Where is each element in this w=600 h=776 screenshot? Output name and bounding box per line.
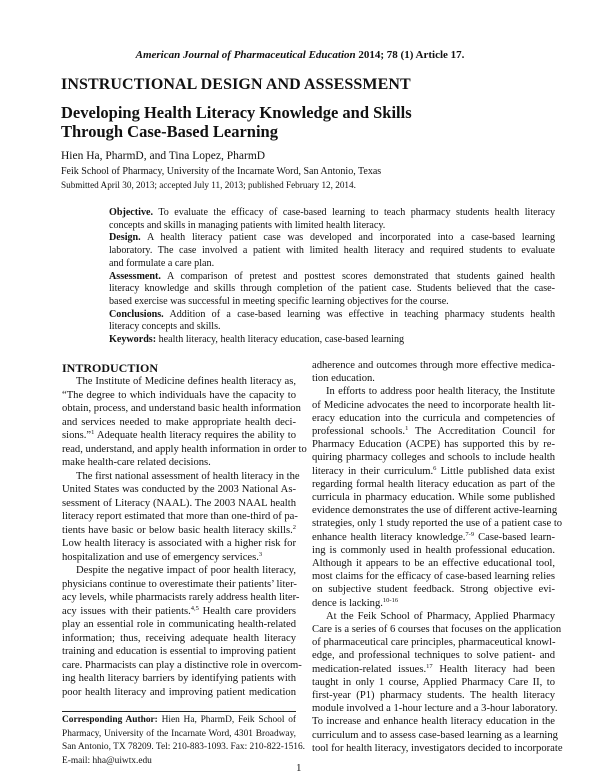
citation-superscript: 1 (405, 425, 409, 433)
text-line (62, 537, 296, 551)
text-line (312, 399, 555, 412)
line-text: concepts and skills in managing patients with limited health literacy. (109, 219, 386, 231)
abstract-section (109, 207, 555, 232)
line-text: first-year (P1) pharmacy students. The health literacy (312, 690, 555, 702)
section-label: INSTRUCTIONAL DESIGN AND ASSESSMENT (61, 76, 411, 93)
paragraph (62, 564, 302, 699)
line-text: tool for health literacy, investigators decided to incorporate (312, 742, 563, 754)
text-line (312, 676, 555, 689)
text-line (62, 605, 296, 619)
line-text: Although it appears to be an effective educational tool, (312, 558, 555, 570)
text-line (62, 686, 296, 700)
text-line (312, 729, 558, 742)
line-text: of pharmaceutical care principles, pharmaceutical knowl- (312, 637, 556, 649)
line-text: make health-care related decisions. (62, 457, 211, 468)
text-line (312, 597, 555, 610)
line-text: literacy report estimated that more than one-third of pa- (62, 511, 298, 522)
line-text: acy issues with their patients. (62, 605, 191, 617)
abstract-label: Conclusions. (109, 308, 164, 320)
line-text: poor health literacy and improving patient medication (62, 686, 296, 698)
line-text: tion education. (312, 373, 375, 385)
line-text: At the Feik School of Pharmacy, Applied Pharmacy (326, 610, 555, 622)
citation-superscript: 1 (91, 429, 95, 436)
line-text: Low health literacy is associated with a higher risk for (62, 538, 296, 549)
title-line: Developing Health Literacy Knowledge and Skills (61, 103, 412, 122)
line-text: Case-based learn- (474, 531, 555, 543)
text-line (62, 524, 296, 538)
text-line (109, 296, 555, 309)
journal-header (0, 49, 600, 61)
text-line (62, 659, 302, 673)
abstract (109, 207, 555, 347)
text-line (62, 456, 296, 470)
text-line (312, 689, 555, 702)
line-text: The Accreditation Council for (408, 426, 556, 438)
text-line (109, 245, 555, 258)
line-text: Little published data exist (436, 465, 555, 477)
line-text: ing is commonly used in health professional education. (312, 544, 555, 556)
text-line (62, 510, 296, 524)
text-line (312, 359, 555, 372)
text-line (312, 636, 555, 649)
footnote-label: Corresponding Author: (62, 715, 158, 725)
line-text: obtain, process, and understand basic health information (62, 403, 301, 414)
text-line (312, 531, 555, 544)
line-text: curriculum and to assess case-based learning as a learning (312, 729, 558, 741)
text-line (62, 632, 296, 646)
line-text: medication-related issues. (312, 663, 427, 675)
line-text: based exercise was successful in meeting specific learning objectives for the course. (109, 295, 449, 307)
text-line (312, 412, 555, 425)
text-line (62, 714, 296, 728)
line-text: acy levels, while pharmacists rarely address health liter- (62, 592, 300, 603)
line-text: Despite the negative impact of poor health literacy, (76, 565, 296, 576)
introduction-heading: INTRODUCTION (62, 361, 159, 375)
abstract-label: Keywords: (109, 334, 157, 346)
line-text: and services needed to make appropriate health deci- (62, 416, 296, 428)
abstract-label: Assessment. (109, 270, 161, 282)
text-line (312, 715, 555, 728)
text-line (312, 517, 563, 530)
text-line (312, 451, 555, 464)
text-line (62, 645, 296, 659)
abstract-label: Objective. (109, 207, 154, 218)
citation-superscript: 10-16 (382, 596, 399, 604)
text-line (312, 465, 555, 478)
text-line (62, 578, 296, 592)
footnote-divider (62, 711, 296, 712)
citation-superscript: 4,5 (190, 604, 199, 612)
line-text: play an essential role in communicating health-related (62, 619, 296, 630)
citation-superscript: 2 (292, 523, 296, 531)
text-line (109, 232, 555, 245)
line-text: A health literacy patient case was developed and incorporated into a case-based learning (140, 232, 555, 244)
text-line (62, 443, 307, 457)
line-text: ing health literacy barriers by identifying patients with (62, 673, 296, 684)
line-text: information; thus, receiving adequate health literacy (62, 632, 296, 644)
text-line (109, 258, 555, 271)
text-line (312, 702, 558, 715)
abstract-section (109, 271, 555, 309)
page-number: 1 (296, 762, 302, 774)
line-text: “The degree to which individuals have the capacity to (62, 389, 296, 401)
line-text: United States was conducted by the 2003 National As- (62, 484, 296, 495)
text-line (62, 402, 301, 416)
text-line (109, 220, 555, 233)
line-text: physicians continue to overestimate their patients’ liter- (62, 578, 297, 590)
line-text: most claims for the efficacy of case-based learning relies (312, 571, 555, 583)
text-line (312, 742, 563, 755)
title-line: Through Case-Based Learning (61, 122, 278, 141)
text-line (62, 728, 296, 742)
line-text: on subjective student feedback. Strong objective evi- (312, 584, 555, 596)
text-line (62, 591, 300, 605)
text-line (312, 425, 555, 438)
line-text: The Institute of Medicine defines health literacy as, (76, 376, 296, 387)
line-text: enhance health literacy knowledge. (312, 531, 466, 543)
journal-citation: 2014; 78 (1) Article 17. (355, 49, 465, 61)
text-line (109, 309, 555, 322)
authors: Hien Ha, PharmD, and Tina Lopez, PharmD (61, 150, 266, 162)
article-title (61, 103, 412, 141)
citation-superscript: 3 (258, 550, 263, 558)
text-line (312, 623, 562, 636)
affiliation: Feik School of Pharmacy, University of the Incarnate Word, San Antonio, Texas (61, 166, 382, 177)
abstract-section (109, 334, 555, 347)
text-line (62, 483, 296, 497)
line-text: The first national assessment of health literacy in the (76, 470, 300, 482)
text-line (62, 741, 305, 755)
line-text: literacy concepts and skills. (109, 321, 221, 333)
line-text: E-mail: hha@uiwtx.edu (62, 755, 152, 766)
line-text: curricula in pharmacy education. While some published (312, 492, 555, 504)
paragraph (312, 359, 555, 385)
text-line (109, 271, 555, 284)
line-text: dence is lacking. (312, 597, 383, 609)
text-line (62, 375, 296, 389)
journal-name: American Journal of Pharmaceutical Education (135, 49, 356, 61)
line-text: evidence demonstrates the use of different active-learning (312, 505, 558, 517)
text-line (62, 551, 296, 565)
text-line (62, 389, 296, 403)
line-text: Pharmacy, University of the Incarnate Word, 4301 Broadway, (62, 728, 296, 739)
text-line (109, 321, 555, 334)
line-text: Health literacy had been (432, 663, 555, 675)
text-line (312, 649, 555, 662)
line-text: To evaluate the efficacy of case-based learning to teach pharmacy students health literacy (153, 207, 555, 218)
abstract-section (109, 232, 555, 270)
line-text: laboratory. The case involved a patient with limited health literacy and required students to evaluate (109, 245, 555, 257)
line-text: hospitalization and use of emergency services. (62, 551, 259, 563)
line-text: sessment of Literacy (NAAL). The 2003 NAAL health (62, 497, 296, 509)
line-text: training and education is essential to improving patient (62, 646, 296, 657)
line-text: adherence and outcomes through more effective medica- (312, 360, 555, 371)
line-text: health literacy, health literacy education, case-based learning (156, 334, 405, 346)
left-column (62, 361, 307, 699)
abstract-section (109, 309, 555, 334)
line-text: A comparison of pretest and posttest scores demonstrated that students gained health (160, 270, 555, 282)
line-text: Care is a series of 6 courses that focuses on the application (312, 624, 562, 636)
line-text: module involved a 1-hour lecture and a 3-hour laboratory. (312, 703, 558, 715)
text-line (312, 504, 558, 517)
line-text: Health care providers (198, 605, 296, 617)
line-text: quiring pharmacy colleges and schools to include health (312, 452, 555, 464)
line-text: care. Pharmacists can play a distinctive role in overcom- (62, 659, 302, 671)
line-text: To increase and enhance health literacy education in the (312, 716, 555, 728)
text-line (109, 283, 555, 296)
text-line (312, 385, 555, 398)
line-text: Hien Ha, PharmD, Feik School of (157, 715, 296, 725)
right-column (312, 359, 563, 755)
line-text: tients have basic or below basic health literacy skills. (62, 524, 293, 536)
text-line (62, 672, 296, 686)
citation-superscript: 6 (433, 464, 437, 472)
text-line (312, 372, 555, 385)
line-text: Adequate health literacy requires the ability to (94, 430, 296, 441)
line-text: regarding formal health literacy education as part of the (312, 478, 555, 490)
text-line (312, 438, 555, 451)
text-line (62, 564, 296, 578)
text-line (109, 334, 555, 347)
text-line (312, 610, 555, 623)
text-line (312, 583, 555, 596)
line-text: San Antonio, TX 78209. Tel: 210-883-1093. Fax: 210-822-1516. (62, 742, 305, 752)
publication-dates: Submitted April 30, 2013; accepted July 11, 2013; published February 12, 2014. (61, 180, 356, 190)
text-line (62, 755, 296, 769)
paragraph (312, 385, 563, 609)
paragraph (62, 470, 300, 565)
abstract-label: Design. (109, 232, 141, 244)
line-text: eracy education into the curricula and competencies of (312, 412, 555, 424)
line-text: Addition of a case-based learning was effective in teaching pharmacy students health (163, 308, 555, 320)
text-line (312, 544, 555, 557)
line-text: Pharmacy Education (ACPE) has supported this by re- (312, 439, 555, 451)
paragraph (62, 375, 307, 470)
text-line (62, 497, 296, 511)
line-text: and formulate a care plan. (109, 257, 215, 269)
line-text: strategies, only 1 study reported the use of a patient case to (312, 518, 563, 530)
text-line (62, 429, 296, 443)
paragraph (312, 610, 563, 755)
line-text: professional schools. (312, 426, 406, 438)
line-text: read, understand, and apply health information in order to (62, 443, 307, 455)
line-text: of Medicine advocates the need to incorporate health lit- (312, 399, 555, 411)
text-line (62, 416, 296, 430)
text-line (109, 207, 555, 220)
text-line (312, 491, 555, 504)
line-text: In efforts to address poor health literacy, the Institute (326, 386, 555, 398)
text-line (312, 478, 555, 491)
corresponding-author-footnote (62, 714, 305, 768)
text-line (62, 618, 296, 632)
text-line (312, 663, 555, 676)
line-text: edge, and professional techniques to solve patient- and (312, 650, 555, 662)
line-text: sions.” (62, 430, 92, 441)
line-text: taught in only 1 course, Applied Pharmacy Care II, to (312, 676, 555, 688)
text-line (62, 470, 300, 484)
text-line (312, 557, 555, 570)
text-line (312, 570, 555, 583)
citation-superscript: 7-9 (465, 530, 475, 538)
line-text: literacy in their curriculum. (312, 465, 434, 477)
line-text: literacy knowledge and skills through completion of the patient case. Students believed that the case- (109, 283, 555, 295)
citation-superscript: 17 (426, 662, 433, 670)
